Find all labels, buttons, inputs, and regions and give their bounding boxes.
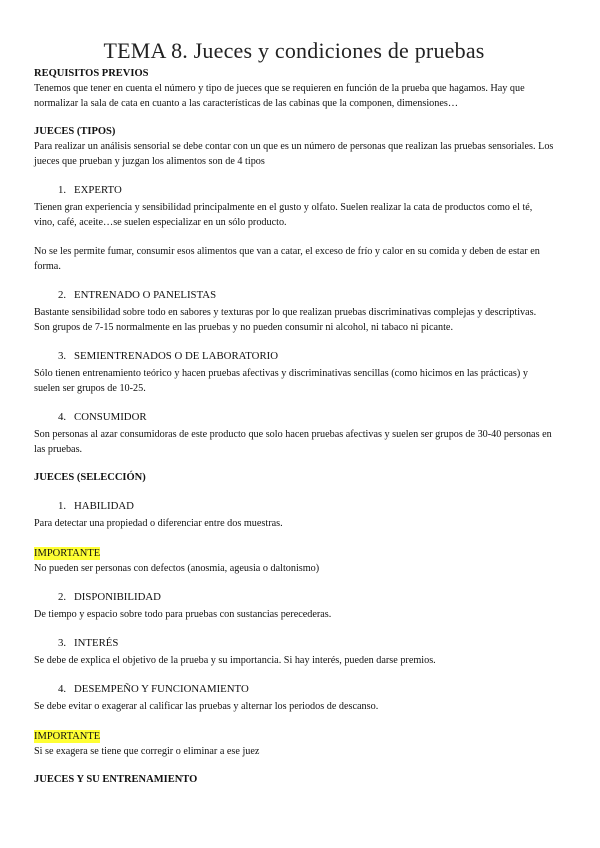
important-badge: IMPORTANTE [34,731,101,742]
list-item-entrenado: 2. ENTRENADO O PANELISTAS [58,289,217,301]
section-heading-tipos: JUECES (TIPOS) [34,126,116,137]
section-heading-seleccion: JUECES (SELECCIÓN) [34,472,146,483]
paragraph-important-1: No pueden ser personas con defectos (anosmia, ageusia o daltonismo) [34,563,320,574]
list-item-habilidad: 1. HABILIDAD [58,500,134,512]
list-item-semientrenados: 3. SEMIENTRENADOS O DE LABORATORIO [58,350,279,362]
paragraph-experto: Tienen gran experiencia y sensibilidad principalmente en el gusto y olfato. Suelen realizar la cata de productos como el té, vino, café, aceite…se suelen especializar en un sólo producto. [34,202,533,228]
paragraph-desempeno: Se debe evitar o exagerar al calificar las pruebas y alternar los periodos de descanso. [34,701,379,712]
paragraph-habilidad: Para detectar una propiedad o diferenciar entre dos muestras. [34,518,283,529]
paragraph-disponibilidad: De tiempo y espacio sobre todo para pruebas con sustancias perecederas. [34,609,332,620]
paragraph-requisitos: Tenemos que tener en cuenta el número y tipo de jueces que se requieren en función de la prueba que hagamos. Hay que normalizar la sala de cata en cuanto a las características de las cabinas que la componen, dimensiones… [34,83,525,109]
list-item-interes: 3. INTERÉS [58,637,119,649]
important-badge: IMPORTANTE [34,548,101,559]
paragraph-important-2: Si se exagera se tiene que corregir o eliminar a ese juez [34,746,260,757]
list-item-desempeno: 4. DESEMPEÑO Y FUNCIONAMIENTO [58,683,249,695]
paragraph-experto-2: No se les permite fumar, consumir esos alimentos que van a catar, el exceso de frío y calor en su comida y deben de estar en forma. [34,246,540,272]
document-page [34,38,554,787]
paragraph-interes: Se debe de explica el objetivo de la prueba y su importancia. Si hay interés, pueden darse premios. [34,655,436,666]
list-item-consumidor: 4. CONSUMIDOR [58,411,147,423]
paragraph-semientrenados: Sólo tienen entrenamiento teórico y hacen pruebas afectivas y discriminativas sencillas (como hicimos en las prácticas) y suelen ser grupos de 10-25. [34,368,528,394]
paragraph-entrenado: Bastante sensibilidad sobre todo en sabores y texturas por lo que realizan pruebas discriminativas complejas y descriptivas. Son grupos de 7-15 normalmente en las pruebas y no pueden consumir ni alcohol, ni tabaco ni picante. [34,307,537,333]
list-item-disponibilidad: 2. DISPONIBILIDAD [58,591,161,603]
paragraph-consumidor: Son personas al azar consumidoras de este producto que solo hacen pruebas afectivas y suelen ser grupos de 30-40 personas en las pruebas. [34,429,552,455]
section-heading-requisitos: REQUISITOS PREVIOS [34,68,149,79]
paragraph-tipos: Para realizar un análisis sensorial se debe contar con un que es un número de personas que realizan las pruebas sensoriales. Los jueces que prueban y juzgan los alimentos son de 4 tipos [34,141,554,167]
page-title: TEMA 8. Jueces y condiciones de pruebas [103,38,485,63]
section-heading-entrenamiento: JUECES Y SU ENTRENAMIENTO [34,774,198,785]
list-item-experto: 1. EXPERTO [58,184,122,196]
